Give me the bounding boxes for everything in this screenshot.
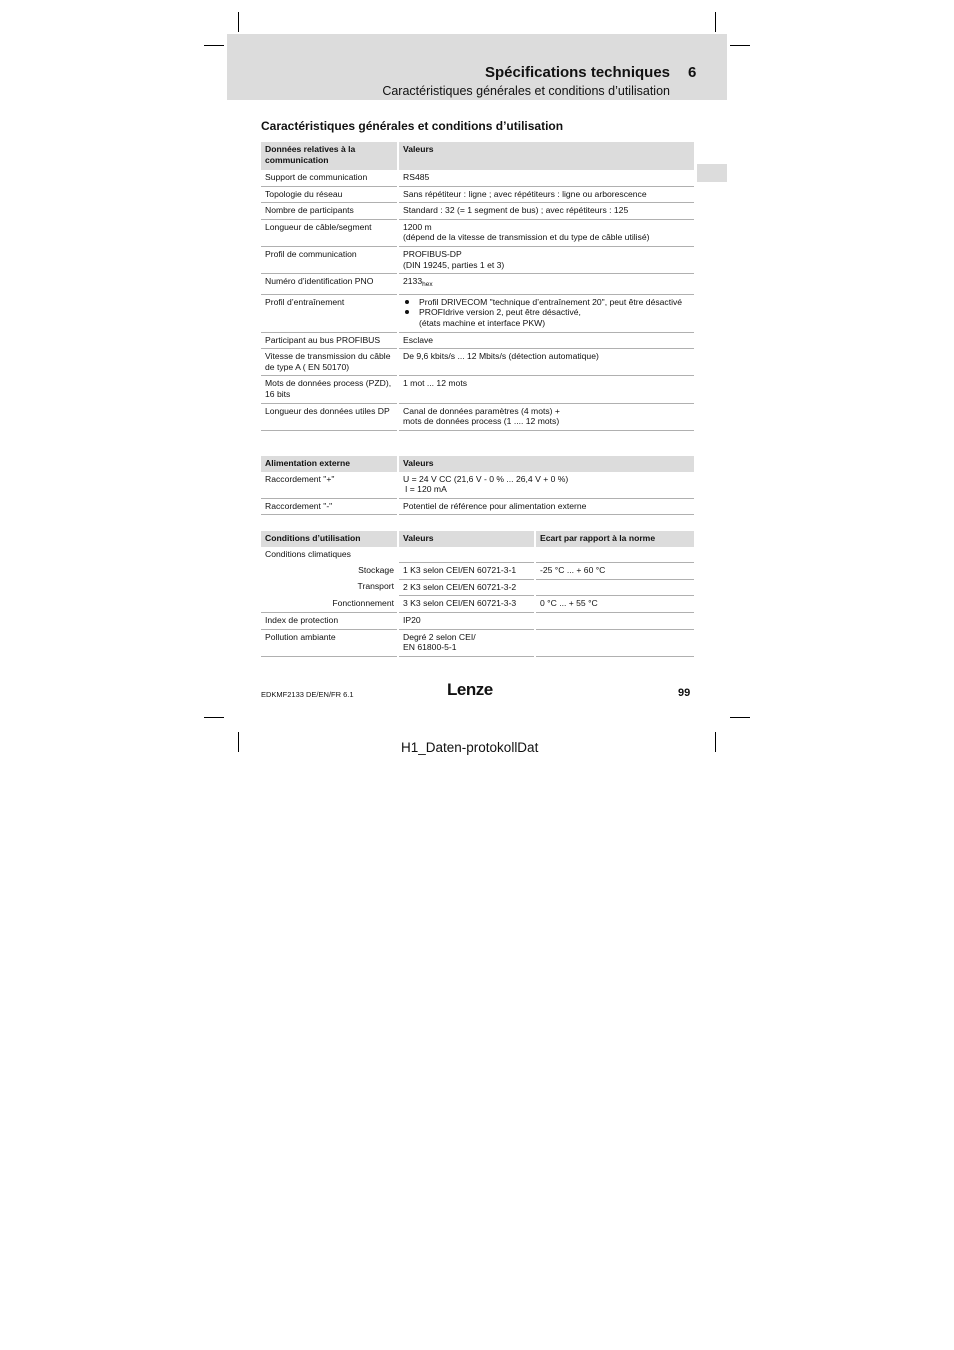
header-cell: Valeurs (398, 142, 694, 170)
row-value: Potentiel de référence pour alimentation externe (398, 498, 694, 515)
row-label: Stockage (358, 564, 394, 575)
value-line: EN 61800-5-1 (403, 642, 457, 653)
chapter-number: 6 (688, 64, 697, 81)
row-value (398, 294, 694, 332)
table-header-row (261, 142, 694, 170)
row-label: Conditions climatiques (265, 548, 351, 559)
side-tab (697, 164, 727, 182)
table-row (261, 349, 694, 376)
row-label: Participant au bus PROFIBUS (261, 332, 398, 349)
value-line: (dépend de la vitesse de transmission et du type de câble utilisé) (403, 232, 650, 243)
value-text: 2133 (403, 276, 423, 287)
row-value: IP20 (398, 612, 535, 629)
communication-table (261, 142, 694, 431)
row-value (398, 629, 535, 656)
crop-mark (715, 12, 716, 32)
row-value: Sans répétiteur : ligne ; avec répétiteurs : ligne ou arborescence (398, 186, 694, 203)
value-line: PROFIBUS-DP (403, 248, 462, 259)
value-line: Degré 2 selon CEI/ (403, 631, 476, 642)
table-row (261, 547, 694, 563)
bullet-list (403, 297, 691, 329)
chapter-title: Spécifications techniques (484, 64, 670, 81)
table-row (261, 596, 694, 613)
table-row (261, 498, 694, 515)
row-label: Numéro d’identification PNO (261, 274, 398, 295)
table-row (261, 376, 694, 403)
crop-mark (204, 717, 224, 718)
crop-mark (730, 717, 750, 718)
row-label: Raccordement "+" (261, 472, 398, 499)
row-value: RS485 (398, 170, 694, 186)
crop-mark (204, 45, 224, 46)
table-row (261, 403, 694, 430)
row-value: Esclave (398, 332, 694, 349)
header-cell: Alimentation externe (261, 456, 398, 472)
section-title: Caractéristiques générales et conditions d’utilisation (261, 119, 564, 133)
table-row (261, 579, 694, 596)
crop-mark (238, 12, 239, 32)
row-deviation (535, 629, 694, 656)
row-label: Fonctionnement (261, 596, 398, 613)
table-row (261, 170, 694, 186)
row-value: 1 mot ... 12 mots (398, 376, 694, 403)
value-line: mots de données process (1 .... 12 mots) (403, 416, 560, 427)
row-label: Longueur de câble/segment (261, 219, 398, 246)
header-cell: Conditions d’utilisation (261, 531, 398, 547)
table-row (261, 219, 694, 246)
row-label: Mots de données process (PZD), 16 bits (261, 376, 398, 403)
table-row (261, 246, 694, 273)
row-label: Longueur des données utiles DP (261, 403, 398, 430)
row-value: Standard : 32 (= 1 segment de bus) ; avec répétiteurs : 125 (398, 203, 694, 220)
row-label: Nombre de participants (261, 203, 398, 220)
table-row (261, 332, 694, 349)
value-subscript: hex (422, 281, 433, 289)
footer-label: H1_Daten-protokollDat (401, 740, 539, 755)
page-number: 99 (678, 687, 691, 699)
row-value: De 9,6 kbits/s ... 12 Mbits/s (détection automatique) (398, 349, 694, 376)
header-cell: Valeurs (398, 531, 535, 547)
row-label: Vitesse de transmission du câble de type A ( EN 50170) (261, 349, 398, 376)
value-line: (DIN 19245, parties 1 et 3) (403, 259, 505, 270)
row-value: 2 K3 selon CEI/EN 60721-3-2 (398, 579, 535, 596)
row-label: Raccordement "-" (261, 498, 398, 515)
table-row (261, 629, 694, 656)
row-label: Transport (357, 581, 394, 592)
header-cell: Ecart par rapport à la norme (535, 531, 694, 547)
crop-mark (238, 732, 239, 752)
row-label: Pollution ambiante (261, 629, 398, 656)
table-row (261, 472, 694, 499)
list-item (419, 307, 691, 328)
row-value (398, 472, 694, 499)
row-value: 3 K3 selon CEI/EN 60721-3-3 (398, 596, 535, 613)
table-row (261, 186, 694, 203)
row-value (398, 403, 694, 430)
row-value (398, 246, 694, 273)
row-deviation: -25 °C ... + 60 °C (535, 563, 694, 580)
row-deviation (535, 579, 694, 596)
crop-mark (730, 45, 750, 46)
value-line: I = 120 mA (405, 484, 447, 495)
value-line: PROFIdrive version 2, peut être désactivé, (419, 307, 581, 318)
row-label: Profil de communication (261, 246, 398, 273)
row-value (398, 274, 694, 295)
list-item: Profil DRIVECOM "technique d’entraînement 20", peut être désactivé (419, 297, 691, 308)
value-line: (états machine et interface PKW) (419, 317, 546, 328)
row-deviation: 0 °C ... + 55 °C (535, 596, 694, 613)
row-label: Support de communication (261, 170, 398, 186)
document-code: EDKMF2133 DE/EN/FR 6.1 (261, 690, 354, 699)
row-label: Index de protection (261, 612, 398, 629)
crop-mark (715, 732, 716, 752)
table-row (261, 563, 694, 580)
row-label: Profil d’entraînement (261, 294, 398, 332)
table-row (261, 612, 694, 629)
power-supply-table (261, 456, 694, 515)
row-label: Topologie du réseau (261, 186, 398, 203)
value-line: Canal de données paramètres (4 mots) + (403, 405, 560, 416)
chapter-subtitle: Caractéristiques générales et conditions d’utilisation (382, 84, 670, 98)
lenze-logo: Lenze (447, 680, 493, 699)
operating-conditions-table (261, 531, 694, 657)
row-deviation (535, 612, 694, 629)
table-header-row (261, 456, 694, 472)
header-cell: Données relatives à la communication (261, 142, 398, 170)
table-row (261, 294, 694, 332)
header-cell: Valeurs (398, 456, 694, 472)
value-line: U = 24 V CC (21,6 V - 0 % ... 26,4 V + 0 %) (403, 473, 569, 484)
value-line: 1200 m (403, 221, 432, 232)
table-row (261, 203, 694, 220)
table-header-row (261, 531, 694, 547)
table-row (261, 274, 694, 295)
row-value (398, 219, 694, 246)
row-value: 1 K3 selon CEI/EN 60721-3-1 (398, 563, 535, 580)
